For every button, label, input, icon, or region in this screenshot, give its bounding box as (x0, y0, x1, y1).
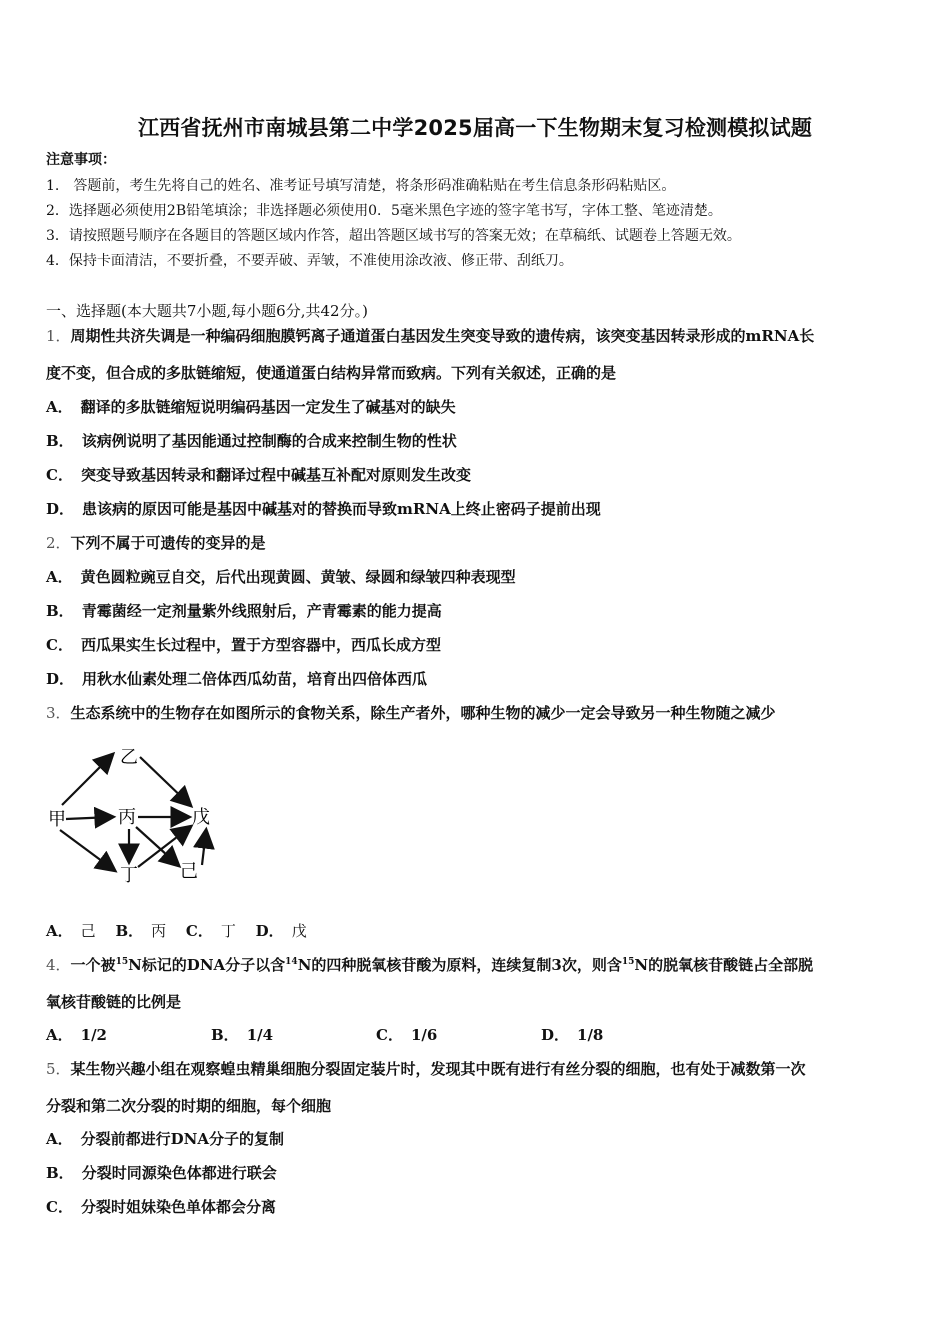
option-label: D． (46, 500, 75, 518)
option-text: 1/8 (577, 1026, 604, 1044)
question-5-stem (46, 1059, 806, 1079)
notice-item: 4．保持卡面清洁，不要折叠，不要弄破、弄皱，不准使用涂改液、修正带、刮纸刀。 (46, 253, 573, 269)
question-text: 某生物兴趣小组在观察蝗虫精巢细胞分裂固定装片时，发现其中既有进行有丝分裂的细胞，也有处于减数第一次 (70, 1060, 806, 1078)
option-label: D． (541, 1026, 570, 1044)
question-2-stem (46, 533, 266, 553)
question-text: N标记的DNA分子以含 (128, 956, 286, 974)
option-label: B． (211, 1026, 239, 1044)
question-3-options (46, 921, 307, 941)
option-text: 1/2 (80, 1026, 107, 1044)
option-text: 用秋水仙素处理二倍体西瓜幼苗，培育出四倍体西瓜 (82, 670, 428, 688)
option-label: C． (185, 922, 213, 940)
option-b (46, 601, 442, 621)
node-ding: 丁 (120, 865, 138, 885)
question-text: N的脱氧核苷酸链占全部脱 (634, 956, 814, 974)
question-4-options (46, 1025, 706, 1045)
page-title: 江西省抚州市南城县第二中学2025届高一下生物期末复习检测模拟试题 (137, 116, 813, 140)
option-label: D． (46, 670, 75, 688)
question-text: 一个被 (70, 956, 116, 974)
option-text: 己 (80, 922, 96, 940)
question-1-stem (46, 326, 814, 346)
question-3-stem (46, 703, 776, 723)
option-label: B． (46, 1164, 74, 1182)
arrow-yi-wu (140, 757, 190, 805)
arrow-ji-wu (202, 831, 206, 865)
option-label: D． (255, 922, 284, 940)
node-ji: 己 (180, 861, 198, 882)
node-wu: 戊 (192, 807, 210, 828)
notice-item: 3．请按照题号顺序在各题目的答题区域内作答，超出答题区域书写的答案无效；在草稿纸、试题卷上答题无效。 (46, 228, 741, 244)
option-text: 1/6 (410, 1026, 438, 1044)
arrow-jia-bing (66, 817, 112, 819)
superscript: 15 (115, 957, 129, 967)
option-label: A． (46, 1026, 73, 1044)
node-bing: 丙 (118, 807, 136, 828)
notice-item: 2．选择题必须使用2B铅笔填涂；非选择题必须使用0．5毫米黑色字迹的签字笔书写，字体工整、笔迹清楚。 (46, 203, 722, 219)
question-number: 1． (46, 327, 71, 345)
option-text: 分裂时姐妹染色单体都会分离 (80, 1198, 276, 1216)
notice-heading: 注意事项： (46, 152, 116, 168)
option-text: 分裂前都进行DNA分子的复制 (80, 1130, 284, 1148)
notice-item: 1. 答题前，考生先将自己的姓名、准考证号填写清楚，将条形码准确粘贴在考生信息条形码粘贴区。 (46, 178, 676, 194)
option-text: 戊 (291, 922, 307, 940)
option-label: A． (46, 398, 73, 416)
option-b (46, 431, 457, 451)
option-text: 分裂时同源染色体都进行联会 (81, 1164, 277, 1182)
question-number: 2． (46, 534, 71, 552)
option-a (46, 397, 456, 417)
option-label: B． (115, 922, 144, 940)
option-c (46, 635, 441, 655)
node-jia: 甲 (48, 809, 66, 830)
option-label: B． (46, 432, 74, 450)
option-text: 患该病的原因可能是基因中碱基对的替换而导致mRNA上终止密码子提前出现 (82, 500, 601, 518)
section-heading: 一、选择题(本大题共7小题,每小题6分,共42分。) (46, 302, 368, 320)
option-b (46, 1163, 277, 1183)
arrow-bing-ji (136, 827, 178, 865)
option-label: A． (46, 1130, 73, 1148)
option-label: C． (46, 1198, 73, 1216)
option-label: A． (46, 568, 73, 586)
question-number: 5． (46, 1060, 71, 1078)
option-a (46, 1129, 284, 1149)
option-text: 1/4 (246, 1026, 274, 1044)
option-text: 丙 (151, 922, 167, 940)
option-text: 翻译的多肽链缩短说明编码基因一定发生了碱基对的缺失 (80, 398, 456, 416)
option-a (46, 567, 516, 587)
question-text: 下列不属于可遗传的变异的是 (70, 534, 266, 552)
option-d (46, 669, 427, 689)
option-c (46, 1197, 276, 1217)
option-text: 该病例说明了基因能通过控制酶的合成来控制生物的性状 (81, 432, 457, 450)
option-label: C． (376, 1026, 403, 1044)
question-1-stem-cont: 度不变，但合成的多肽链缩短，使通道蛋白结构异常而致病。下列有关叙述，正确的是 (46, 364, 617, 382)
superscript: 14 (285, 957, 298, 967)
question-text: N的四种脱氧核苷酸为原料，连续复制3次，则含 (297, 956, 622, 974)
option-label: C． (46, 636, 73, 654)
option-label: A． (46, 922, 73, 940)
superscript: 15 (621, 957, 635, 967)
option-c (46, 465, 471, 485)
question-5-stem-cont: 分裂和第二次分裂的时期的细胞，每个细胞 (46, 1097, 332, 1115)
option-label: C． (46, 466, 73, 484)
food-web-diagram (40, 735, 230, 885)
arrow-jia-yi (62, 755, 112, 805)
question-number: 4． (46, 956, 71, 974)
arrow-jia-ding (60, 830, 114, 870)
option-d (46, 499, 601, 519)
node-yi: 乙 (120, 747, 138, 768)
option-text: 青霉菌经一定剂量紫外线照射后，产青霉素的能力提高 (81, 602, 442, 620)
question-text: 周期性共济失调是一种编码细胞膜钙离子通道蛋白基因发生突变导致的遗传病，该突变基因转录形成的mRNA长 (70, 327, 815, 345)
question-number: 3． (46, 704, 71, 722)
option-text: 西瓜果实生长过程中，置于方型容器中，西瓜长成方型 (80, 636, 441, 654)
question-4-stem (46, 955, 813, 975)
question-text: 生态系统中的生物存在如图所示的食物关系，除生产者外，哪种生物的减少一定会导致另一种生物随之减少 (70, 704, 776, 722)
option-label: B． (46, 602, 74, 620)
option-text: 黄色圆粒豌豆自交，后代出现黄圆、黄皱、绿圆和绿皱四种表现型 (80, 568, 516, 586)
option-text: 丁 (220, 922, 236, 940)
question-4-stem-cont: 氧核苷酸链的比例是 (46, 993, 182, 1011)
option-text: 突变导致基因转录和翻译过程中碱基互补配对原则发生改变 (80, 466, 471, 484)
